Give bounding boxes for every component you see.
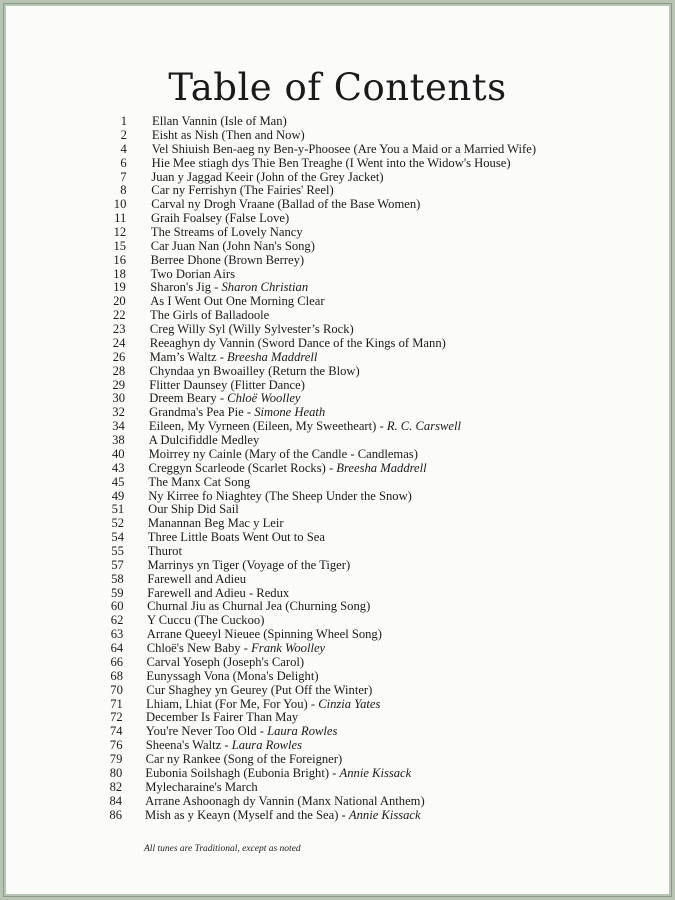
toc-title	[148, 489, 412, 503]
toc-title-text: Eunyssagh Vona (Mona's Delight)	[146, 668, 319, 683]
toc-title-text: Car Juan Nan (John Nan's Song)	[150, 238, 315, 253]
toc-title	[152, 128, 305, 142]
toc-page-number: 71	[110, 696, 123, 711]
toc-title	[150, 364, 360, 378]
toc-title	[147, 586, 289, 600]
toc-title-text: The Girls of Balladoole	[150, 308, 270, 323]
toc-title-text: Car ny Rankee (Song of the Foreigner)	[145, 752, 343, 766]
toc-title	[151, 253, 305, 267]
toc-page-number: 84	[109, 793, 123, 808]
toc-title-text: Arrane Queeyl Nieuee (Spinning Wheel Song)	[146, 627, 382, 642]
toc-composer: Cinzia Yates	[318, 696, 381, 711]
toc-page-number: 60	[110, 599, 124, 614]
toc-title-text: Y Cuccu (The Cuckoo)	[147, 613, 265, 628]
toc-title	[145, 766, 411, 780]
toc-title	[147, 655, 305, 669]
toc-title	[145, 780, 257, 794]
toc-page-number: 58	[111, 571, 124, 586]
toc-page-number: 63	[110, 627, 124, 642]
toc-title	[150, 308, 269, 322]
toc-title-text: Creg Willy Syl (Willy Sylvester’s Rock)	[149, 322, 354, 336]
toc-page-number: 18	[113, 266, 126, 281]
toc-page-number: 51	[111, 502, 125, 517]
toc-title-text: Two Dorian Airs	[150, 266, 235, 281]
toc-title-text: Hie Mee stiagh dys Thie Ben Treaghe (I Went into the Widow's House)	[151, 155, 511, 170]
toc-page-number: 26	[112, 349, 126, 364]
toc-title	[149, 433, 260, 447]
toc-page-number: 11	[114, 211, 127, 226]
toc-title-text: The Streams of Lovely Nancy	[150, 225, 303, 239]
toc-page-number: 15	[113, 238, 127, 253]
toc-title-text: Eileen, My Vyrneen (Eileen, My Sweetheart) -	[148, 419, 387, 434]
toc-title	[148, 530, 325, 544]
toc-title	[151, 170, 383, 184]
toc-title-text: Dreem Beary -	[149, 391, 228, 406]
toc-title	[147, 599, 370, 613]
toc-page-number: 49	[111, 488, 125, 503]
toc-page-number: 54	[111, 530, 124, 545]
toc-composer: Chloë Woolley	[227, 391, 301, 406]
toc-page-number: 22	[113, 308, 126, 323]
toc-title-text: Chyndaa yn Bwoailley (Return the Blow)	[149, 363, 360, 378]
toc-page-number: 4	[120, 141, 127, 156]
toc-title	[150, 322, 354, 336]
toc-page-number: 70	[110, 682, 123, 697]
toc-page-number: 40	[112, 446, 125, 461]
toc-title-text: Carval ny Drogh Vraane (Ballad of the Base Women)	[151, 197, 421, 212]
toc-title-text: Berree Dhone (Brown Berrey)	[150, 252, 305, 267]
toc-title	[146, 697, 380, 711]
toc-composer: Annie Kissack	[348, 807, 421, 822]
toc-title	[151, 197, 420, 211]
toc-title	[151, 183, 333, 197]
footnote: All tunes are Traditional, except as noted	[144, 844, 301, 854]
toc-title	[148, 544, 182, 558]
toc-page-number: 8	[120, 183, 127, 198]
toc-title-text: Farewell and Adieu - Redux	[147, 585, 290, 600]
toc-title-text: Eubonia Soilshagh (Eubonia Bright) -	[145, 765, 340, 780]
toc-title-text: Moirrey ny Cainle (Mary of the Candle - Candlemas)	[148, 446, 418, 461]
toc-title-text: Mam’s Waltz -	[149, 349, 228, 364]
toc-title-text: Creggyn Scarleode (Scarlet Rocks) -	[148, 460, 337, 475]
toc-composer: Breesha Maddrell	[336, 460, 427, 475]
toc-title-text: Flitter Daunsey (Flitter Dance)	[149, 377, 305, 392]
toc-page-number: 55	[111, 544, 124, 558]
toc-page-number: 52	[111, 516, 125, 531]
toc-title-text: December Is Fairer Than May	[146, 710, 299, 725]
toc-composer: R. C. Carswell	[386, 419, 461, 434]
toc-page-number: 23	[112, 322, 126, 336]
toc-page-number: 68	[110, 668, 123, 683]
toc-title-text: Reeaghyn dy Vannin (Sword Dance of the Kings of Mann)	[149, 335, 446, 350]
toc-page-number: 59	[111, 585, 124, 600]
toc-page-number: 86	[109, 807, 122, 822]
toc-title	[146, 683, 372, 697]
toc-composer: Sharon Christian	[221, 280, 309, 295]
toc-title	[146, 738, 302, 752]
toc-page-number: 30	[112, 391, 125, 406]
toc-title-text: Manannan Beg Mac y Leir	[147, 516, 284, 531]
toc-title-text: Grandma's Pea Pie -	[149, 405, 255, 420]
toc-page-number: 45	[111, 474, 125, 489]
toc-page-number: 32	[112, 405, 125, 420]
toc-page-number: 16	[113, 252, 126, 267]
toc-title	[148, 516, 284, 530]
toc-title-text: Eisht as Nish (Then and Now)	[151, 127, 305, 142]
document-page	[6, 6, 669, 894]
toc-title	[145, 808, 421, 822]
toc-title	[148, 558, 351, 572]
toc-title	[149, 419, 461, 433]
toc-title-text: Churnal Jiu as Churnal Jea (Churning Song)	[147, 599, 371, 614]
toc-page-number: 80	[109, 765, 123, 780]
toc-page-number: 64	[110, 641, 124, 656]
toc-title	[145, 794, 425, 808]
toc-title	[151, 239, 315, 253]
toc-page-number: 1	[120, 114, 127, 128]
toc-page-number: 20	[113, 294, 126, 309]
page-title: Table of Contents	[168, 66, 507, 109]
toc-title	[146, 752, 343, 766]
toc-title	[150, 280, 308, 294]
toc-title-text: Mish as y Keayn (Myself and the Sea) -	[145, 807, 349, 822]
toc-title-text: Sheena's Waltz -	[145, 738, 232, 753]
toc-title-text: You're Never Too Old -	[145, 724, 268, 739]
toc-title-text: Cur Shaghey yn Geurey (Put Off the Winter)	[146, 682, 373, 697]
toc-title	[152, 142, 536, 156]
toc-title	[147, 641, 325, 655]
toc-title	[150, 350, 318, 364]
toc-title-text: Marrinys yn Tiger (Voyage of the Tiger)	[147, 557, 351, 572]
toc-page-number: 66	[110, 654, 124, 669]
toc-page-number: 10	[113, 197, 127, 212]
toc-title-text: Farewell and Adieu	[147, 571, 247, 586]
toc-composer: Simone Heath	[254, 405, 326, 420]
toc-title	[149, 378, 305, 392]
toc-title-text: Lhiam, Lhiat (For Me, For You) -	[146, 696, 319, 711]
toc-title-text: Carval Yoseph (Joseph's Carol)	[146, 654, 305, 669]
toc-title	[150, 294, 324, 308]
toc-page-number: 24	[112, 335, 126, 350]
toc-title	[146, 669, 318, 683]
toc-title	[149, 405, 325, 419]
toc-title-text: Juan y Jaggad Keeir (John of the Grey Jacket)	[151, 169, 384, 184]
toc-title-text: The Manx Cat Song	[148, 474, 251, 489]
toc-composer: Laura Rowles	[267, 724, 338, 739]
toc-page-number: 79	[109, 752, 123, 766]
toc-page-number: 62	[110, 613, 124, 628]
toc-page-number: 43	[111, 460, 125, 475]
toc-title	[148, 475, 250, 489]
toc-title-text: Thurot	[147, 544, 182, 558]
toc-title-text: Car ny Ferrishyn (The Fairies' Reel)	[151, 183, 334, 198]
toc-title	[147, 572, 246, 586]
toc-page-number: 6	[120, 155, 127, 170]
toc-title	[146, 710, 298, 724]
toc-page-number: 12	[113, 225, 127, 239]
toc-title-text: Sharon's Jig -	[150, 280, 222, 295]
toc-page-number: 82	[109, 779, 123, 794]
toc-title-text: Ny Kirree fo Niaghtey (The Sheep Under the Snow)	[148, 488, 412, 503]
toc-title-text: Our Ship Did Sail	[148, 502, 239, 517]
toc-page-number: 29	[112, 377, 126, 392]
toc-composer: Frank Woolley	[251, 641, 326, 656]
toc-title-text: A Dulcifiddle Medley	[148, 433, 260, 447]
toc-title	[146, 724, 338, 738]
toc-title	[152, 156, 511, 170]
toc-page-number: 57	[111, 557, 124, 572]
toc-page-number: 19	[113, 280, 126, 295]
toc-title	[148, 502, 239, 516]
toc-title-text: Vel Shiuish Ben-aeg ny Ben-y-Phoosee (Are You a Maid or a Married Wife)	[151, 141, 537, 156]
toc-title	[151, 267, 235, 281]
toc-title-text: Chloë's New Baby -	[146, 641, 252, 656]
toc-title	[149, 447, 418, 461]
toc-page-number: 76	[109, 738, 123, 753]
toc-page-number: 72	[110, 710, 123, 725]
toc-title-text: Mylecharaine's March	[145, 779, 258, 794]
toc-composer: Laura Rowles	[231, 738, 303, 753]
toc-page-number: 74	[110, 724, 123, 739]
toc-title-text: Three Little Boats Went Out to Sea	[147, 530, 325, 545]
toc-title	[151, 211, 289, 225]
toc-title	[149, 391, 300, 405]
toc-title	[150, 336, 446, 350]
toc-page-number: 34	[112, 419, 125, 434]
toc-composer: Breesha Maddrell	[227, 349, 318, 364]
toc-composer: Annie Kissack	[339, 765, 412, 780]
toc-title	[147, 627, 382, 641]
toc-title	[151, 225, 303, 239]
toc-page-number: 28	[112, 363, 126, 378]
toc-title-text: As I Went Out One Morning Clear	[150, 294, 325, 309]
toc-title-text: Graih Foalsey (False Love)	[151, 211, 290, 226]
toc-title	[147, 613, 264, 627]
toc-page-number: 7	[120, 169, 127, 184]
toc-title-text: Ellan Vannin (Isle of Man)	[152, 114, 287, 128]
toc-title	[149, 461, 427, 475]
toc-title-text: Arrane Ashoonagh dy Vannin (Manx National Anthem)	[145, 793, 425, 808]
toc-title	[152, 114, 287, 128]
toc-page-number: 2	[120, 127, 127, 142]
toc-page-number: 38	[112, 433, 125, 447]
